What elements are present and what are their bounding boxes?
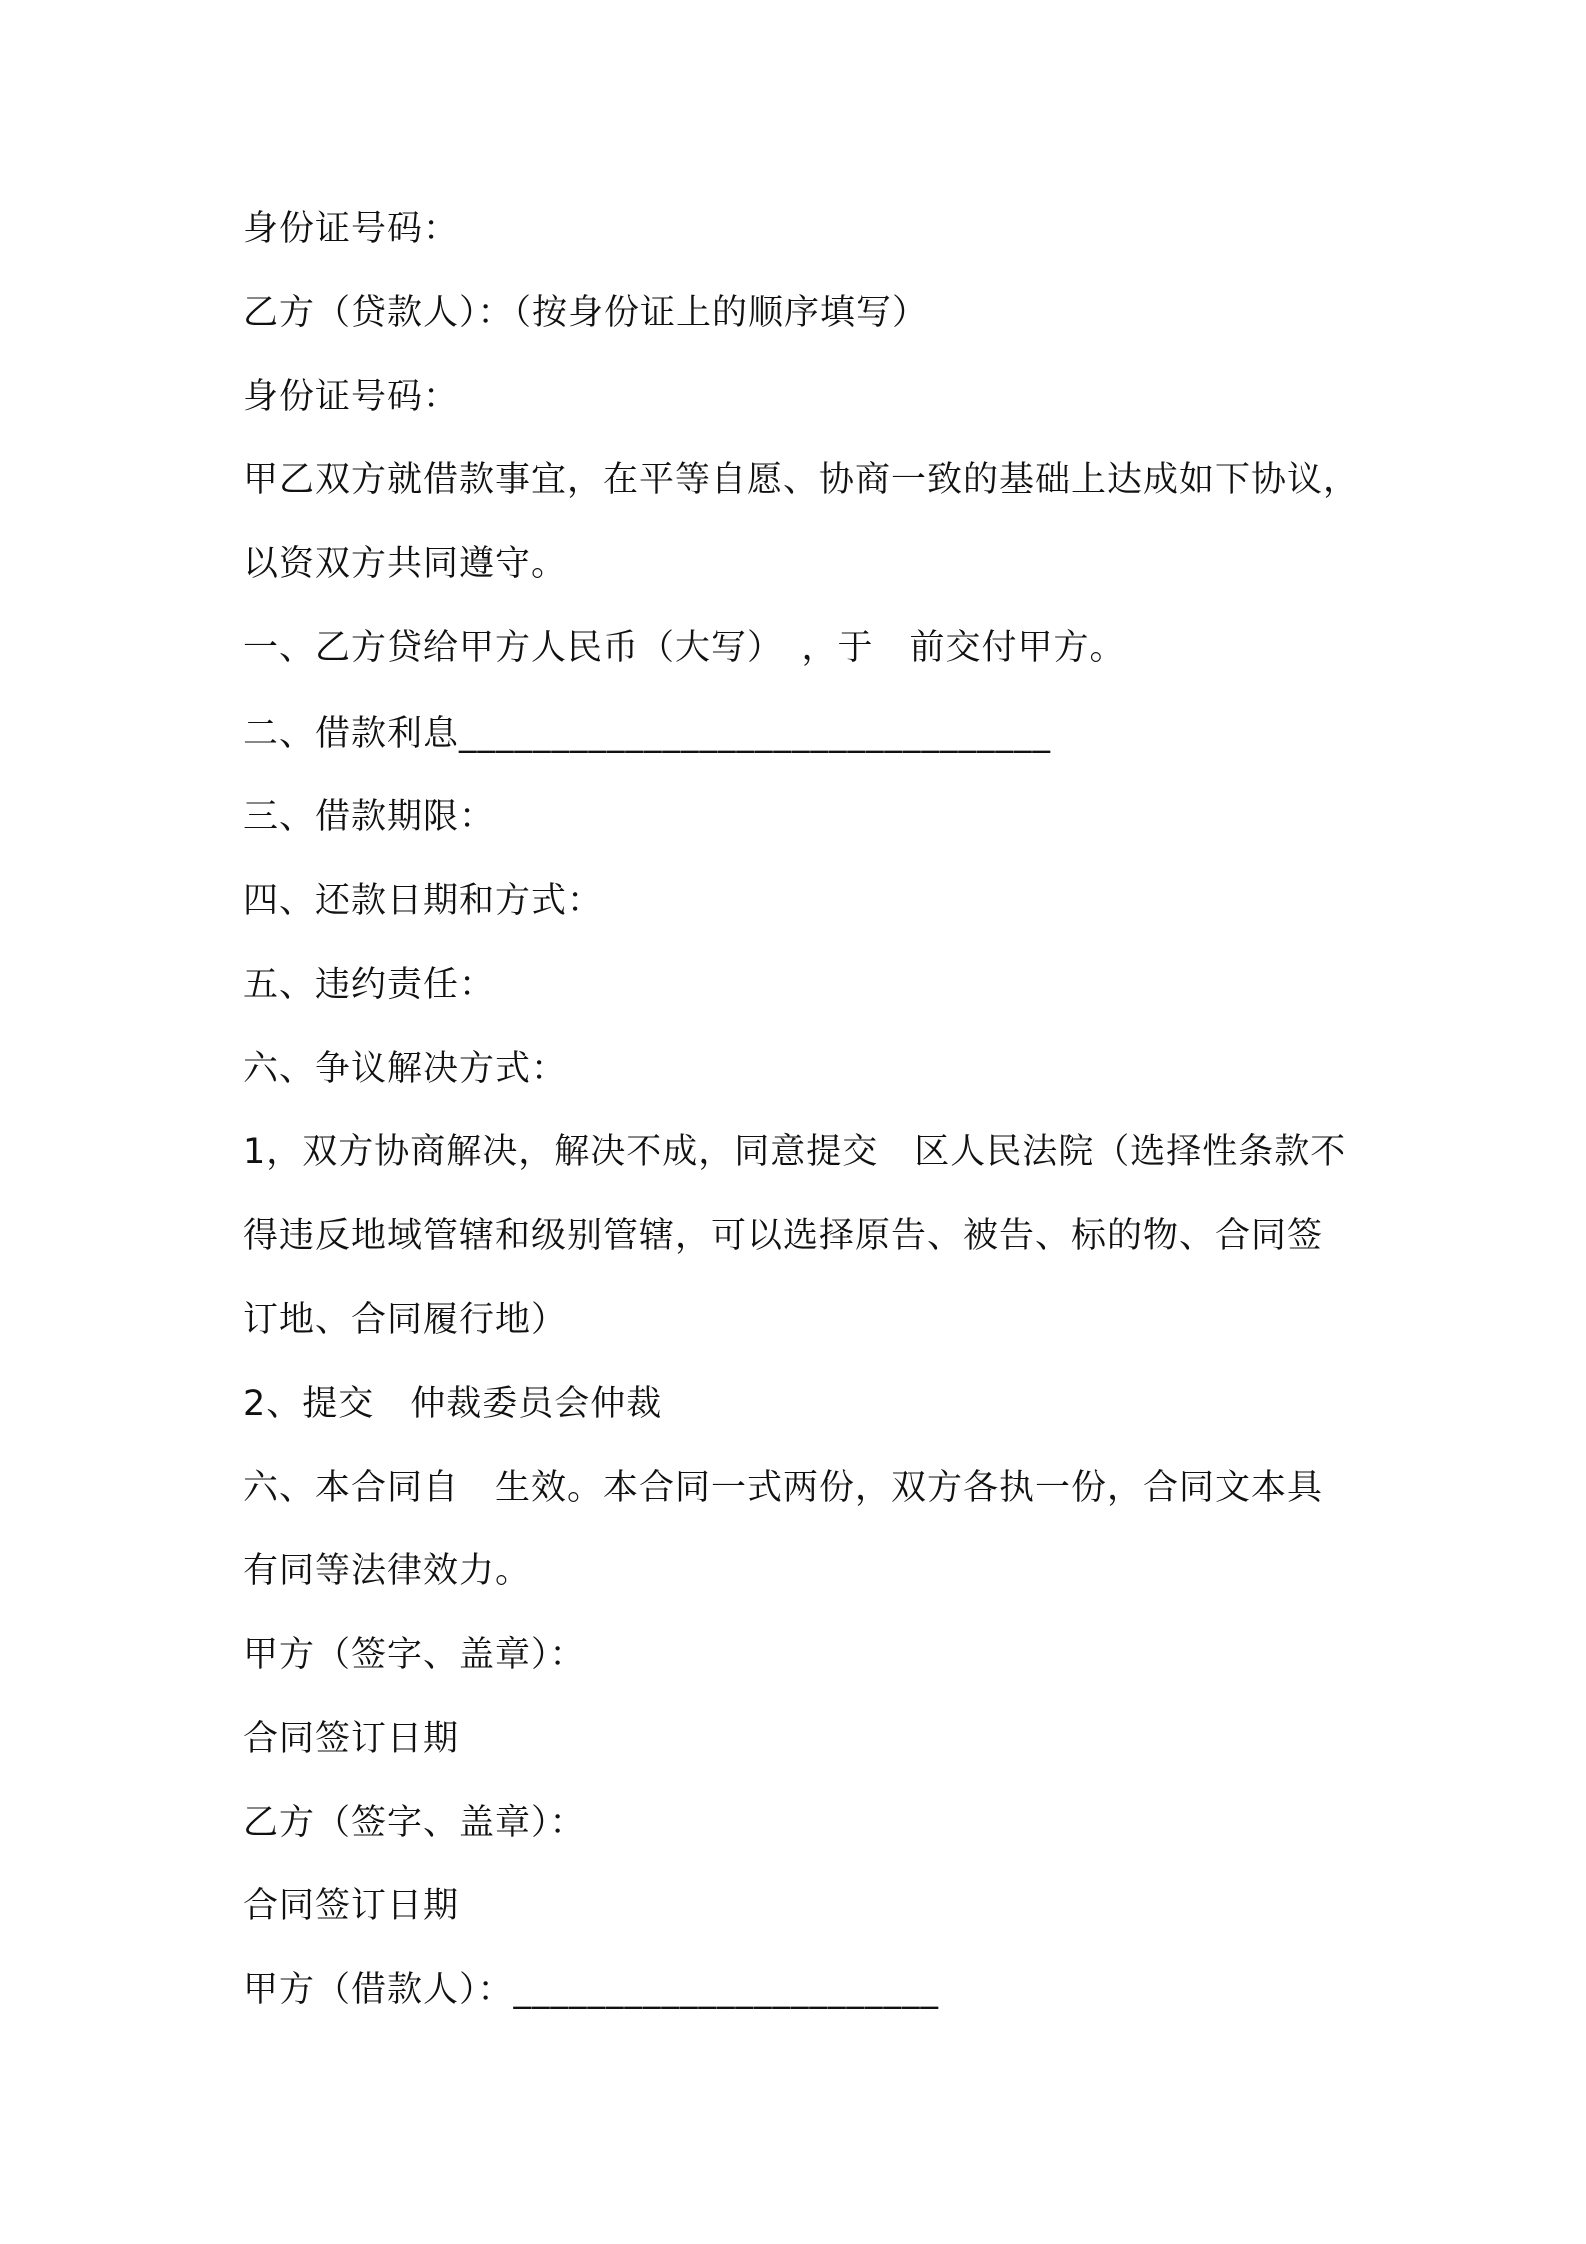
party-b-signature-label: 乙方（签字、盖章）：	[243, 1803, 586, 1843]
clause-2-interest: 二、借款利息________________________________	[243, 714, 1052, 754]
dispute-option-1-line-2: 得违反地域管辖和级别管辖，可以选择原告、被告、标的物、合同签	[243, 1216, 1324, 1256]
id-number-label-2: 身份证号码：	[243, 377, 460, 417]
dispute-option-1-line-1: 1，双方协商解决，解决不成，同意提交 区人民法院（选择性条款不	[243, 1132, 1347, 1172]
clause-6-dispute: 六、争议解决方式：	[243, 1049, 568, 1089]
clause-1-loan-amount: 一、乙方贷给甲方人民币（大写） ，于 前交付甲方。	[243, 628, 1126, 668]
dispute-option-2: 2、提交 仲裁委员会仲裁	[243, 1384, 663, 1424]
agreement-intro-line-2: 以资双方共同遵守。	[243, 544, 568, 584]
party-a-borrower-label: 甲方（借款人）：_______________________	[243, 1970, 940, 2010]
signing-date-label-2: 合同签订日期	[243, 1886, 460, 1926]
clause-5-liability: 五、违约责任：	[243, 965, 496, 1005]
clause-4-repayment: 四、还款日期和方式：	[243, 881, 604, 921]
signing-date-label-1: 合同签订日期	[243, 1719, 460, 1759]
party-a-signature-label: 甲方（签字、盖章）：	[243, 1635, 586, 1675]
clause-3-term: 三、借款期限：	[243, 797, 496, 837]
effective-clause-line-1: 六、本合同自 生效。本合同一式两份，双方各执一份，合同文本具	[243, 1468, 1324, 1508]
dispute-option-1-line-3: 订地、合同履行地）	[243, 1300, 568, 1340]
effective-clause-line-2: 有同等法律效力。	[243, 1551, 532, 1591]
id-number-label-1: 身份证号码：	[243, 209, 460, 249]
agreement-intro-line-1: 甲乙双方就借款事宜，在平等自愿、协商一致的基础上达成如下协议，	[243, 460, 1360, 500]
party-b-lender-label: 乙方（贷款人）：（按身份证上的顺序填写）	[243, 293, 929, 333]
